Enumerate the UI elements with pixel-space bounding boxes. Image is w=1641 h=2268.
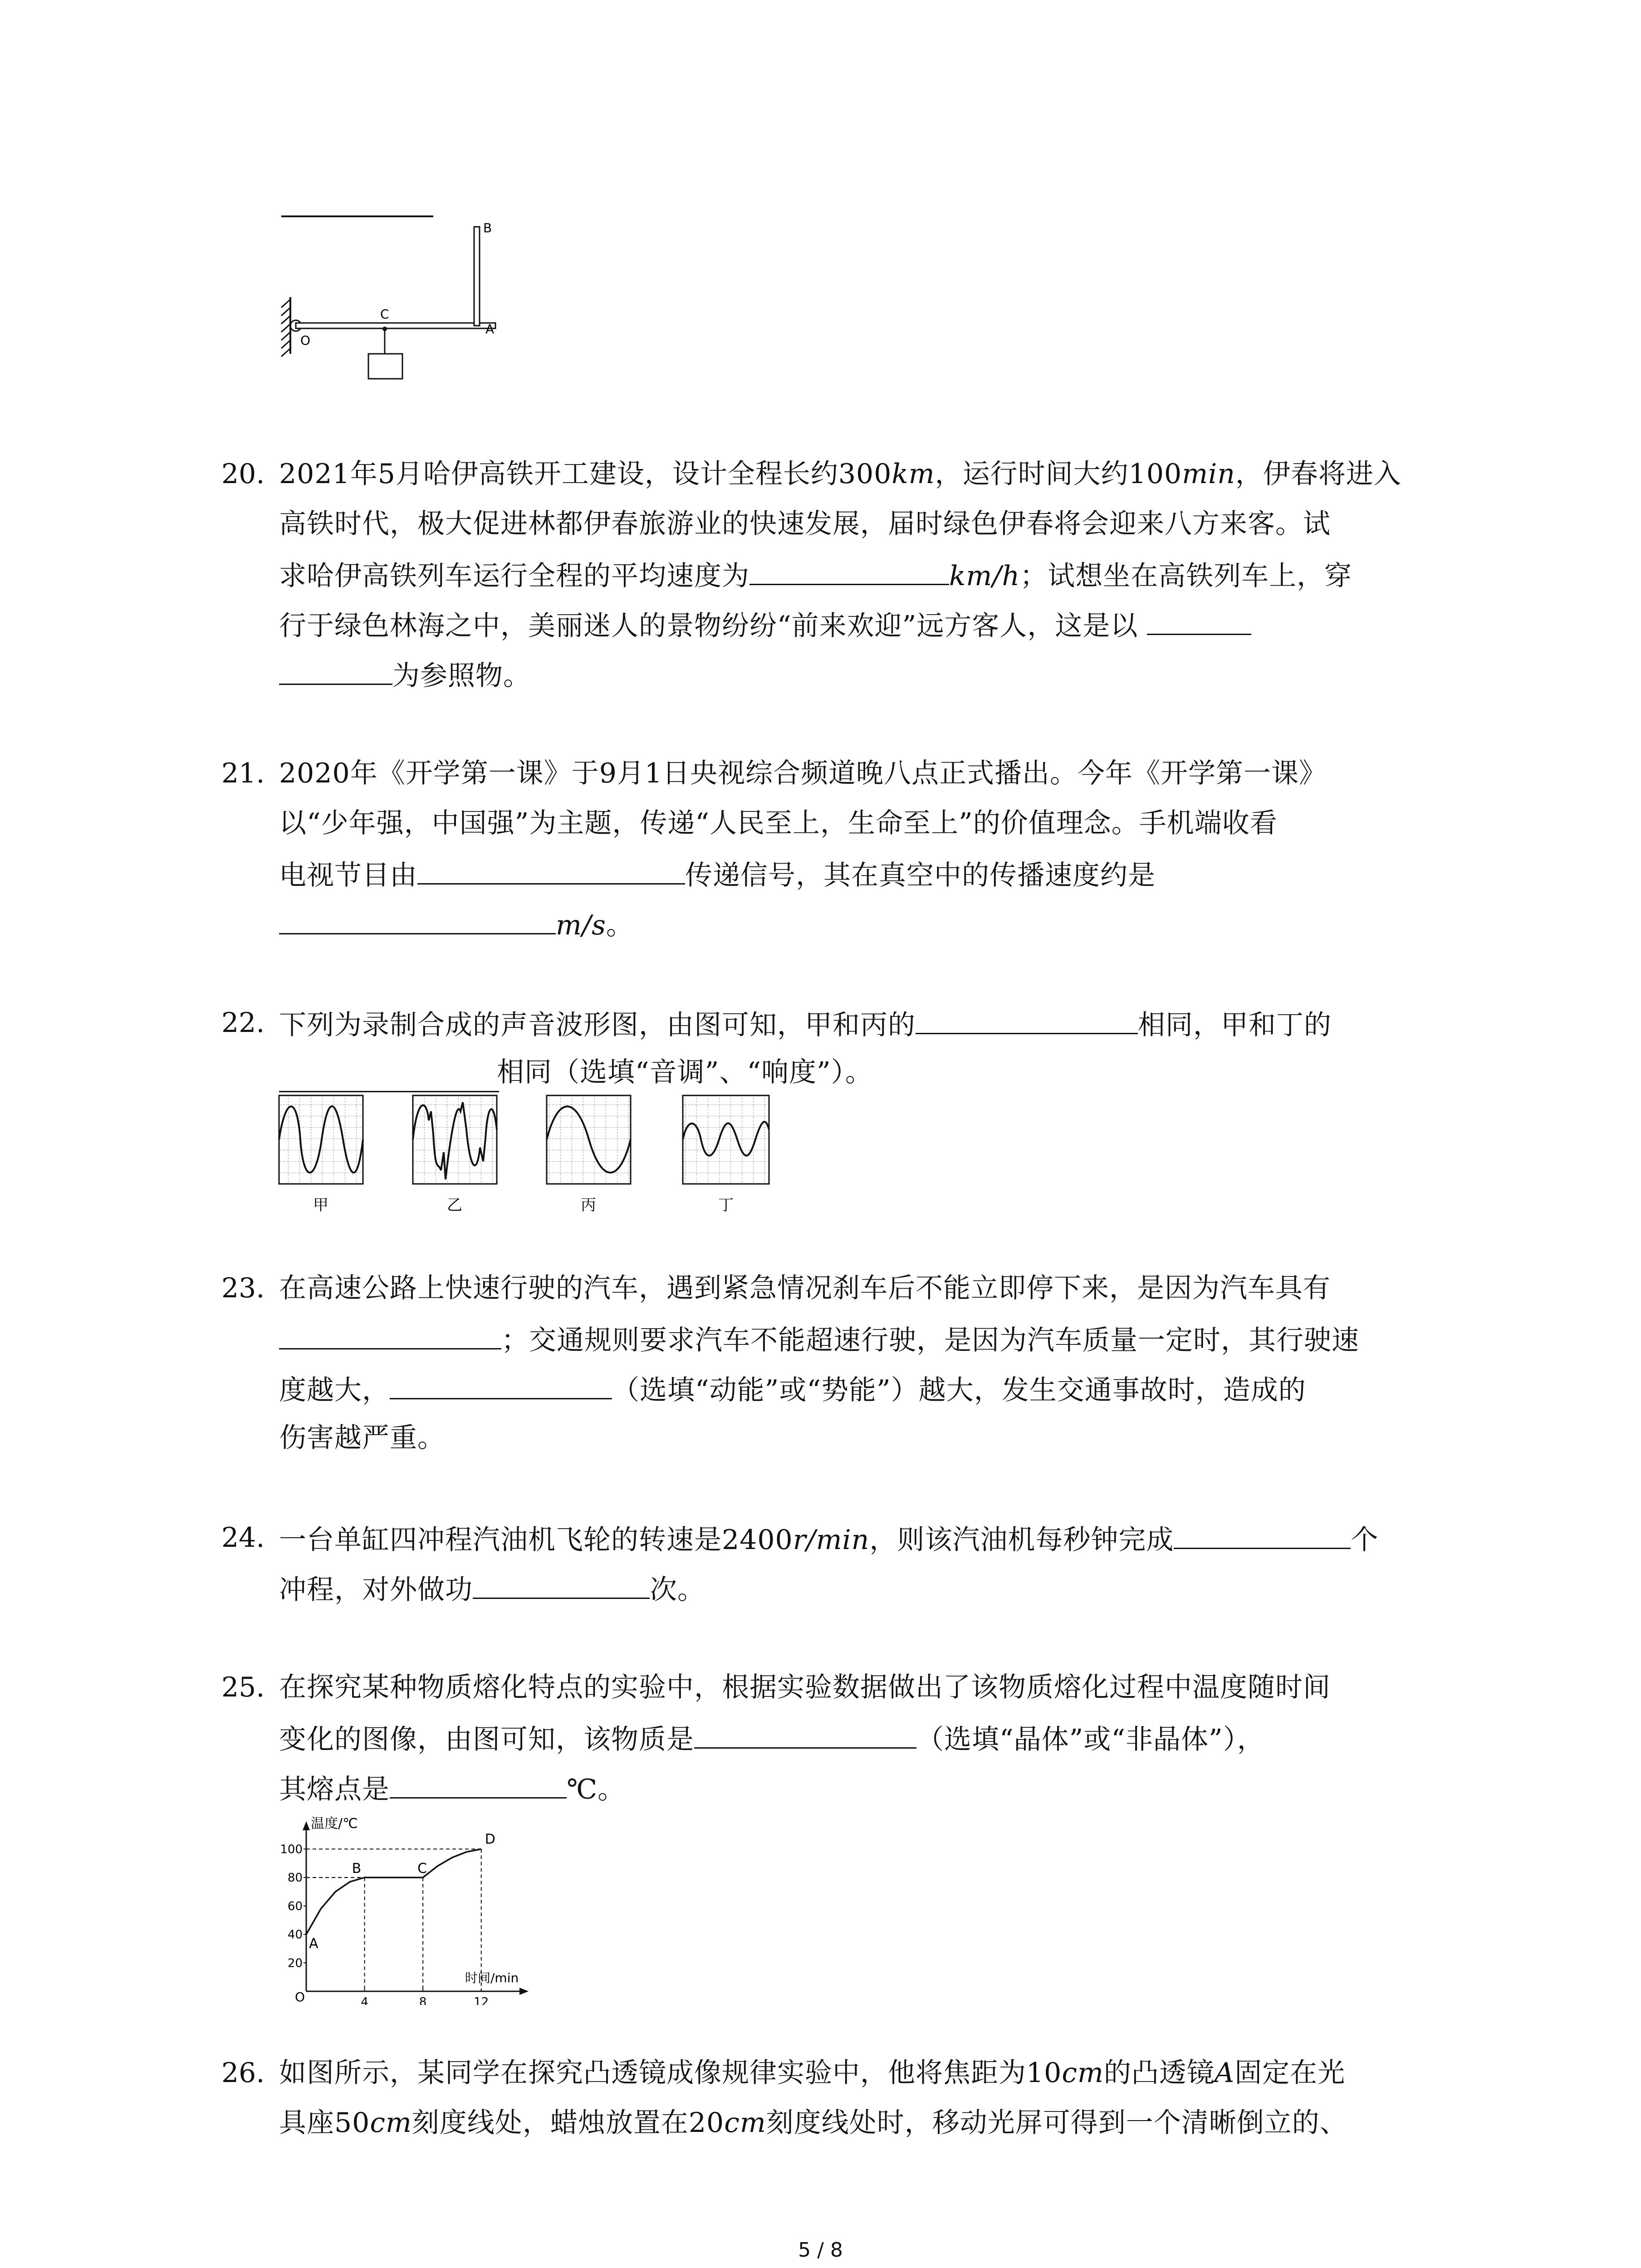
lever-diagram bbox=[263, 204, 535, 404]
point-label-D: D bbox=[485, 1831, 495, 1848]
q22-line-2: 相同（选填“音调”、“响度”）。 bbox=[279, 1053, 873, 1090]
label-O: O bbox=[300, 333, 311, 348]
waveforms bbox=[277, 1093, 780, 1220]
y-axis-label: 温度/℃ bbox=[311, 1816, 358, 1832]
point-label-B: B bbox=[352, 1861, 362, 1877]
question-number: 21. bbox=[221, 758, 265, 789]
answer-blank[interactable] bbox=[749, 556, 949, 585]
wave-label-jia: 甲 bbox=[313, 1196, 328, 1214]
q24-line-2: 冲程，对外做功 次。 bbox=[279, 1569, 705, 1608]
x-tick-label: 8 bbox=[419, 1995, 427, 2005]
q21-line-4: m/s。 bbox=[279, 905, 634, 943]
question-number: 23. bbox=[221, 1272, 265, 1304]
answer-blank[interactable] bbox=[279, 1053, 497, 1081]
x-axis-label: 时间/min bbox=[465, 1970, 519, 1985]
x-tick-label: 12 bbox=[474, 1995, 489, 2005]
answer-blank[interactable] bbox=[279, 655, 392, 685]
q25-line-1: 在探究某种物质熔化特点的实验中，根据实验数据做出了该物质熔化过程中温度随时间 bbox=[279, 1672, 1331, 1703]
question-number: 22. bbox=[221, 1007, 265, 1039]
y-tick-label: 100 bbox=[280, 1843, 303, 1857]
q20-line-3: 求哈伊高铁列车运行全程的平均速度为 km/h；试想坐在高铁列车上，穿 bbox=[279, 556, 1352, 594]
q23-line-2: ；交通规则要求汽车不能超速行驶，是因为汽车质量一定时，其行驶速 bbox=[279, 1320, 1359, 1359]
answer-blank[interactable] bbox=[417, 855, 685, 885]
answer-blank[interactable] bbox=[1174, 1520, 1351, 1549]
point-label-C: C bbox=[417, 1861, 427, 1877]
q25-line-3: 其熔点是 ℃。 bbox=[279, 1769, 625, 1808]
melting-chart-svg bbox=[270, 1814, 542, 2005]
answer-blank[interactable] bbox=[390, 1769, 567, 1799]
x-tick-label: 4 bbox=[361, 1995, 368, 2005]
q23-line-4: 伤害越严重。 bbox=[279, 1422, 445, 1454]
lever-figure bbox=[263, 204, 535, 404]
q23-line-1: 在高速公路上快速行驶的汽车，遇到紧急情况刹车后不能立即停下来，是因为汽车具有 bbox=[279, 1272, 1331, 1304]
y-tick-label: 40 bbox=[287, 1928, 303, 1942]
answer-blank[interactable] bbox=[279, 1320, 501, 1349]
answer-blank[interactable] bbox=[473, 1569, 650, 1599]
waveform-yi bbox=[413, 1095, 497, 1184]
y-tick-label: 20 bbox=[287, 1956, 303, 1970]
question-number: 24. bbox=[221, 1522, 265, 1554]
y-tick-label: 80 bbox=[287, 1871, 303, 1885]
q20-line-5: 为参照物。 bbox=[279, 655, 531, 694]
waveform-jia bbox=[279, 1095, 363, 1184]
q20-line-1: 2021年5月哈伊高铁开工建设，设计全程长约300km，运行时间大约100min，伊春将进入 bbox=[279, 458, 1401, 490]
q26-line-2: 具座50cm刻度线处，蜡烛放置在20cm刻度线处时，移动光屏可得到一个清晰倒立的、 bbox=[279, 2107, 1347, 2139]
answer-blank[interactable] bbox=[390, 1370, 612, 1399]
origin-label: O bbox=[295, 1989, 305, 2004]
label-A: A bbox=[485, 322, 495, 337]
point-label-A: A bbox=[309, 1936, 318, 1952]
q26-line-1: 如图所示，某同学在探究凸透镜成像规律实验中，他将焦距为10cm的凸透镜A固定在光 bbox=[279, 2057, 1346, 2089]
waveform-ding bbox=[683, 1095, 769, 1184]
label-B: B bbox=[483, 220, 492, 235]
page-number: 5 / 8 bbox=[798, 2239, 843, 2262]
q23-line-3: 度越大， （选填“动能”或“势能”）越大，发生交通事故时，造成的 bbox=[279, 1370, 1306, 1408]
melting-curve bbox=[306, 1849, 481, 1934]
q21-line-2: 以“少年强，中国强”为主题，传递“人民至上，生命至上”的价值理念。手机端收看 bbox=[279, 807, 1278, 839]
wave-label-ding: 丁 bbox=[718, 1196, 734, 1214]
question-number: 20. bbox=[221, 458, 265, 490]
q20-line-2: 高铁时代，极大促进林都伊春旅游业的快速发展，届时绿色伊春将会迎来八方来客。试 bbox=[279, 508, 1331, 540]
q21-line-1: 2020年《开学第一课》于9月1日央视综合频道晚八点正式播出。今年《开学第一课》 bbox=[279, 758, 1327, 789]
y-tick-label: 60 bbox=[287, 1899, 303, 1913]
q24-line-1: 一台单缸四冲程汽油机飞轮的转速是2400r/min，则该汽油机每秒钟完成 个 bbox=[279, 1520, 1378, 1558]
answer-blank[interactable] bbox=[694, 1719, 916, 1749]
melting-chart bbox=[270, 1814, 542, 2005]
answer-blank[interactable] bbox=[1147, 606, 1251, 635]
label-C: C bbox=[380, 307, 389, 322]
wave-label-bing: 丙 bbox=[581, 1196, 596, 1214]
waveform-bing bbox=[547, 1095, 631, 1184]
answer-blank[interactable] bbox=[916, 1005, 1138, 1034]
answer-blank-underline bbox=[279, 1091, 499, 1092]
q25-line-2: 变化的图像，由图可知，该物质是 （选填“晶体”或“非晶体”）， bbox=[279, 1719, 1265, 1758]
question-number: 25. bbox=[221, 1672, 265, 1703]
answer-blank[interactable] bbox=[279, 905, 556, 934]
question-number: 26. bbox=[221, 2057, 265, 2089]
waveform-figure bbox=[277, 1093, 780, 1220]
q20-line-4: 行于绿色林海之中，美丽迷人的景物纷纷“前来欢迎”远方客人，这是以 bbox=[279, 606, 1251, 644]
wave-label-yi: 乙 bbox=[447, 1196, 462, 1214]
q22-line-1: 下列为录制合成的声音波形图，由图可知，甲和丙的 相同，甲和丁的 bbox=[279, 1005, 1332, 1043]
q21-line-3: 电视节目由 传递信号，其在真空中的传播速度约是 bbox=[279, 855, 1156, 894]
